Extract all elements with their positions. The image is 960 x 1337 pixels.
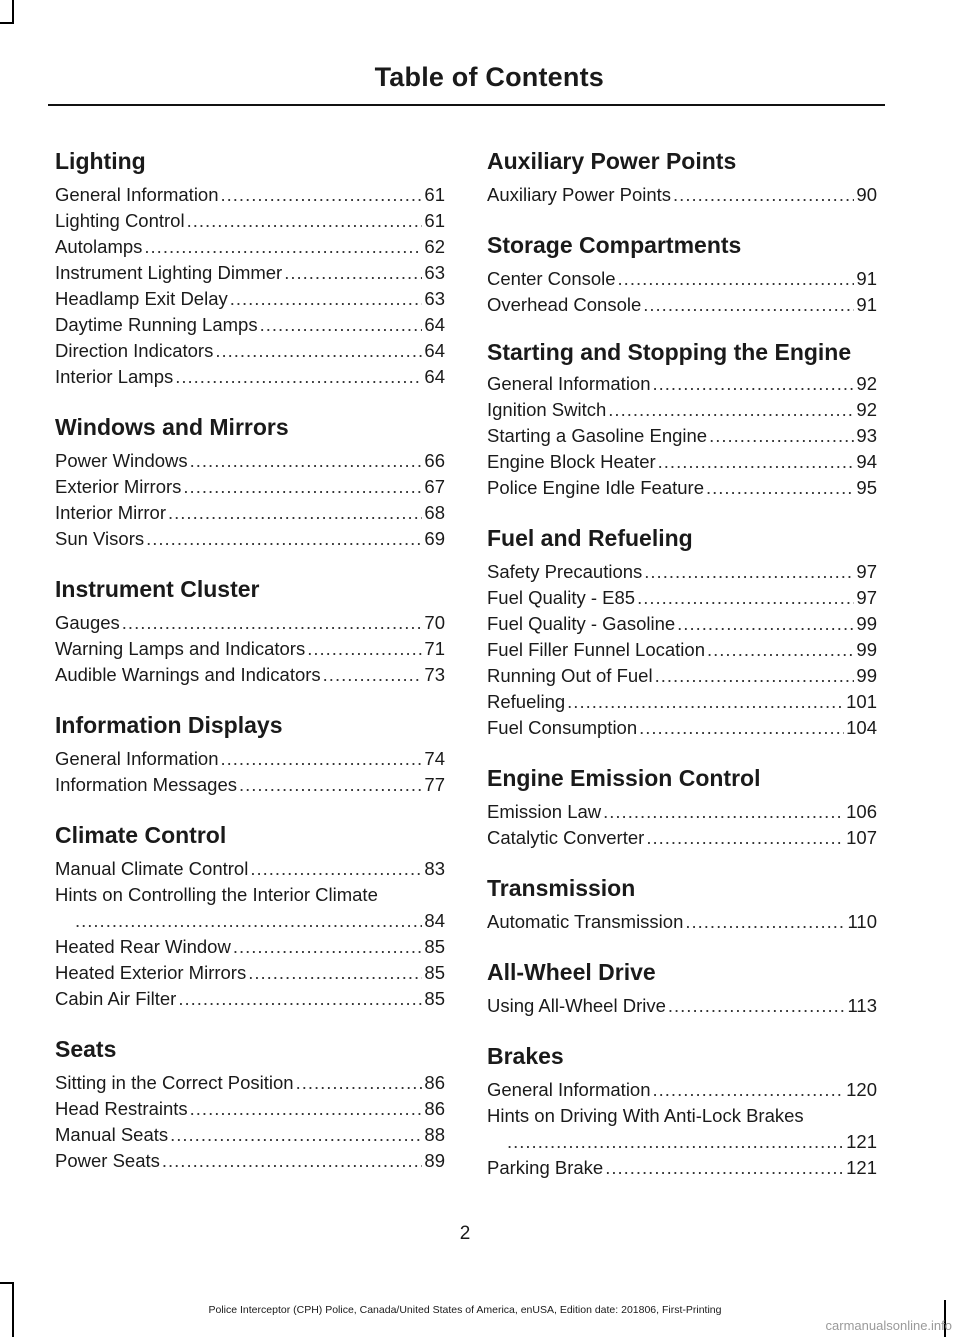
section-title: Windows and Mirrors: [55, 414, 289, 440]
entry-label: Hints on Controlling the Interior Climate: [55, 884, 378, 905]
entry-label: Direction Indicators: [55, 340, 214, 361]
toc-entry[interactable]: [55, 856, 445, 882]
entry-page: 83: [424, 858, 445, 879]
toc-entry[interactable]: [487, 449, 877, 475]
entry-label: Information Messages: [55, 774, 238, 795]
toc-entry[interactable]: [487, 266, 877, 292]
toc-section: [487, 763, 877, 851]
section-title: All-Wheel Drive: [487, 959, 656, 985]
crop-mark: [0, 1282, 14, 1284]
toc-entry[interactable]: [55, 338, 445, 364]
entry-page: 94: [856, 451, 877, 472]
entry-page: 63: [424, 288, 445, 309]
toc-entry[interactable]: [487, 663, 877, 689]
entry-label: Hints on Driving With Anti-Lock Brakes: [487, 1105, 804, 1126]
entry-page: 61: [424, 184, 445, 205]
entry-page: 61: [424, 210, 445, 231]
entry-page: 84: [424, 910, 445, 931]
entry-label: Fuel Consumption: [487, 717, 638, 738]
toc-entry[interactable]: [487, 715, 877, 741]
toc-section: [487, 230, 877, 318]
dot-leader: [183, 474, 422, 500]
entry-label: Auxiliary Power Points: [487, 184, 672, 205]
dot-leader: [643, 292, 854, 318]
entry-label: Manual Seats: [55, 1124, 169, 1145]
watermark: carmanualsonline.info: [825, 1318, 952, 1333]
entry-page: 62: [424, 236, 445, 257]
toc-entry[interactable]: [55, 610, 445, 636]
toc-entry[interactable]: [55, 260, 445, 286]
entry-label: General Information: [487, 1079, 651, 1100]
toc-entry[interactable]: [487, 292, 877, 318]
toc-entry[interactable]: [55, 182, 445, 208]
toc-section: [55, 710, 445, 798]
toc-entry[interactable]: [55, 1070, 445, 1096]
dot-leader: [567, 689, 844, 715]
dot-leader: [190, 1096, 423, 1122]
toc-entry[interactable]: [487, 423, 877, 449]
toc-entry[interactable]: [55, 960, 445, 986]
toc-entry[interactable]: [55, 662, 445, 688]
entry-label: Power Windows: [55, 450, 188, 471]
dot-leader: [233, 934, 423, 960]
entry-page: 99: [856, 613, 877, 634]
entry-page: 99: [856, 665, 877, 686]
entry-page: 92: [856, 399, 877, 420]
entry-page: 95: [856, 477, 877, 498]
entry-page: 86: [424, 1072, 445, 1093]
entry-label: Interior Mirror: [55, 502, 167, 523]
entry-label: Head Restraints: [55, 1098, 188, 1119]
dot-leader: [260, 312, 423, 338]
entry-label: Lighting Control: [55, 210, 185, 231]
entry-label: Autolamps: [55, 236, 143, 257]
toc-entry[interactable]: [55, 500, 445, 526]
entry-page: 90: [856, 184, 877, 205]
dot-leader: [170, 1122, 422, 1148]
entry-page: 64: [424, 314, 445, 335]
toc-entry[interactable]: [55, 772, 445, 798]
section-title: Lighting: [55, 148, 146, 174]
toc-entry[interactable]: [487, 1103, 877, 1155]
dot-leader: [618, 266, 855, 292]
section-title: Transmission: [487, 875, 636, 901]
toc-entry[interactable]: [55, 208, 445, 234]
dot-leader: [668, 993, 846, 1019]
entry-label: Automatic Transmission: [487, 911, 684, 932]
dot-leader: [122, 610, 423, 636]
entry-label: Fuel Quality - Gasoline: [487, 613, 676, 634]
page-number: 2: [459, 1223, 471, 1244]
toc-entry[interactable]: [487, 371, 877, 397]
entry-label: Starting a Gasoline Engine: [487, 425, 708, 446]
dot-leader: [215, 338, 422, 364]
page-title: Table of Contents: [374, 62, 604, 92]
entry-page: 120: [846, 1079, 877, 1100]
entry-page: 71: [424, 638, 445, 659]
toc-entry[interactable]: [55, 286, 445, 312]
toc-entry[interactable]: [487, 1155, 877, 1181]
entry-label: Parking Brake: [487, 1157, 604, 1178]
toc-entry[interactable]: [55, 526, 445, 552]
toc-entry[interactable]: [487, 611, 877, 637]
entry-page: 77: [424, 774, 445, 795]
dot-leader: [178, 986, 422, 1012]
toc-entry[interactable]: [55, 1148, 445, 1174]
entry-label: Power Seats: [55, 1150, 160, 1171]
header-divider: [48, 104, 885, 106]
entry-label: Center Console: [487, 268, 616, 289]
toc-entry[interactable]: [55, 364, 445, 390]
dot-leader: [248, 960, 422, 986]
entry-page: 93: [856, 425, 877, 446]
toc-section: [487, 873, 877, 935]
dot-leader: [190, 448, 423, 474]
toc-section: [487, 1041, 877, 1181]
toc-entry[interactable]: [55, 448, 445, 474]
dot-leader: [655, 663, 855, 689]
entry-page: 88: [424, 1124, 445, 1145]
section-title: Fuel and Refueling: [487, 525, 693, 551]
entry-page: 110: [847, 911, 877, 932]
entry-page: 121: [846, 1131, 877, 1152]
crop-mark: [0, 22, 14, 24]
toc-entry[interactable]: [487, 475, 877, 501]
entry-label: Cabin Air Filter: [55, 988, 177, 1009]
toc-entry[interactable]: [55, 636, 445, 662]
entry-page: 92: [856, 373, 877, 394]
dot-leader: [608, 397, 854, 423]
entry-label: Refueling: [487, 691, 566, 712]
entry-label: Interior Lamps: [55, 366, 174, 387]
toc-entry[interactable]: [487, 637, 877, 663]
dot-leader: [187, 208, 423, 234]
toc-entry[interactable]: [487, 182, 877, 208]
dot-leader: [239, 772, 422, 798]
entry-page: 91: [856, 294, 877, 315]
toc-entry[interactable]: [487, 1077, 877, 1103]
entry-page: 104: [846, 717, 877, 738]
entry-page: 113: [847, 995, 877, 1016]
entry-page: 85: [424, 936, 445, 957]
toc-section: [55, 820, 445, 1012]
entry-label: Overhead Console: [487, 294, 642, 315]
entry-page: 121: [846, 1157, 877, 1178]
toc-entry[interactable]: [55, 1096, 445, 1122]
entry-label: Emission Law: [487, 801, 602, 822]
section-title: Information Displays: [55, 712, 283, 738]
section-title: Brakes: [487, 1043, 564, 1069]
entry-page: 99: [856, 639, 877, 660]
toc-entry[interactable]: [487, 909, 877, 935]
entry-page: 101: [846, 691, 877, 712]
entry-label: Warning Lamps and Indicators: [55, 638, 306, 659]
section-title: Instrument Cluster: [55, 576, 260, 602]
entry-label: Safety Precautions: [487, 561, 643, 582]
dot-leader: [168, 500, 422, 526]
entry-label: General Information: [487, 373, 651, 394]
dot-leader: [284, 260, 422, 286]
dot-leader: [639, 715, 844, 741]
section-title: Auxiliary Power Points: [487, 148, 737, 174]
toc-entry[interactable]: [487, 559, 877, 585]
entry-label: Daytime Running Lamps: [55, 314, 258, 335]
entry-label: Audible Warnings and Indicators: [55, 664, 321, 685]
entry-label: Fuel Quality - E85: [487, 587, 636, 608]
entry-label: General Information: [55, 748, 219, 769]
dot-leader: [162, 1148, 423, 1174]
toc-left-column: [55, 146, 445, 1196]
toc-right-column: [487, 146, 877, 1203]
dot-leader: [221, 746, 423, 772]
dot-leader: [707, 637, 854, 663]
toc-entry[interactable]: [55, 934, 445, 960]
entry-label: Manual Climate Control: [55, 858, 249, 879]
dot-leader: [653, 371, 855, 397]
entry-label: Gauges: [55, 612, 120, 633]
toc-entry[interactable]: [55, 1122, 445, 1148]
dot-leader: [221, 182, 423, 208]
dot-leader: [646, 825, 844, 851]
dot-leader: [706, 475, 854, 501]
section-title: Climate Control: [55, 822, 227, 848]
entry-page: 74: [424, 748, 445, 769]
toc-entry[interactable]: [55, 312, 445, 338]
toc-entry[interactable]: [55, 234, 445, 260]
entry-label: Heated Rear Window: [55, 936, 231, 957]
entry-page: 70: [424, 612, 445, 633]
toc-section: [55, 146, 445, 390]
dot-leader: [323, 662, 423, 688]
entry-page: 86: [424, 1098, 445, 1119]
entry-page: 67: [424, 476, 445, 497]
entry-label: Police Engine Idle Feature: [487, 477, 704, 498]
dot-leader: [144, 234, 422, 260]
toc-entry[interactable]: [55, 746, 445, 772]
dot-leader: [146, 526, 422, 552]
entry-label: Fuel Filler Funnel Location: [487, 639, 705, 660]
entry-page: 97: [856, 587, 877, 608]
toc-entry[interactable]: [487, 825, 877, 851]
dot-leader: [230, 286, 423, 312]
entry-page: 66: [424, 450, 445, 471]
entry-label: Ignition Switch: [487, 399, 607, 420]
entry-page: 73: [424, 664, 445, 685]
section-title: Starting and Stopping the Engine: [487, 339, 852, 365]
entry-page: 97: [856, 561, 877, 582]
entry-label: Instrument Lighting Dimmer: [55, 262, 283, 283]
entry-page: 64: [424, 340, 445, 361]
dot-leader: [605, 1155, 844, 1181]
entry-page: 68: [424, 502, 445, 523]
dot-leader: [175, 364, 422, 390]
dot-leader: [644, 559, 854, 585]
toc-entry[interactable]: [487, 689, 877, 715]
toc-entry[interactable]: [487, 993, 877, 1019]
section-title: Seats: [55, 1036, 117, 1062]
toc-entry[interactable]: [55, 882, 445, 934]
entry-label: Engine Block Heater: [487, 451, 656, 472]
entry-label: Sun Visors: [55, 528, 145, 549]
dot-leader: [507, 1129, 844, 1155]
dot-leader: [637, 585, 854, 611]
entry-page: 85: [424, 962, 445, 983]
entry-page: 107: [846, 827, 877, 848]
entry-label: Running Out of Fuel: [487, 665, 653, 686]
toc-entry[interactable]: [487, 799, 877, 825]
dot-leader: [250, 856, 422, 882]
toc-entry[interactable]: [487, 585, 877, 611]
toc-entry[interactable]: [55, 474, 445, 500]
toc-section: [487, 957, 877, 1019]
entry-label: Headlamp Exit Delay: [55, 288, 228, 309]
dot-leader: [685, 909, 845, 935]
toc-entry[interactable]: [487, 397, 877, 423]
dot-leader: [75, 908, 422, 934]
toc-section: [55, 574, 445, 688]
section-title: Storage Compartments: [487, 232, 742, 258]
entry-page: 106: [846, 801, 877, 822]
entry-page: 64: [424, 366, 445, 387]
footer-edition-info: Police Interceptor (CPH) Police, Canada/United States of America, enUSA, Edition date: 201806, First-Printing: [208, 1304, 722, 1316]
section-title: Engine Emission Control: [487, 765, 761, 791]
dot-leader: [677, 611, 854, 637]
entry-label: General Information: [55, 184, 219, 205]
toc-entry[interactable]: [55, 986, 445, 1012]
toc-section: [55, 1034, 445, 1174]
dot-leader: [296, 1070, 423, 1096]
dot-leader: [653, 1077, 845, 1103]
crop-mark: [12, 0, 14, 22]
entry-page: 91: [856, 268, 877, 289]
entry-label: Sitting in the Correct Position: [55, 1072, 294, 1093]
entry-page: 63: [424, 262, 445, 283]
toc-section: [487, 340, 877, 501]
dot-leader: [603, 799, 844, 825]
entry-label: Exterior Mirrors: [55, 476, 182, 497]
dot-leader: [307, 636, 422, 662]
entry-label: Using All-Wheel Drive: [487, 995, 666, 1016]
entry-page: 85: [424, 988, 445, 1009]
dot-leader: [709, 423, 854, 449]
entry-page: 69: [424, 528, 445, 549]
dot-leader: [673, 182, 854, 208]
toc-section: [55, 412, 445, 552]
entry-label: Heated Exterior Mirrors: [55, 962, 247, 983]
dot-leader: [658, 449, 855, 475]
entry-page: 89: [424, 1150, 445, 1171]
entry-label: Catalytic Converter: [487, 827, 645, 848]
toc-section: [487, 146, 877, 208]
toc-section: [487, 523, 877, 741]
